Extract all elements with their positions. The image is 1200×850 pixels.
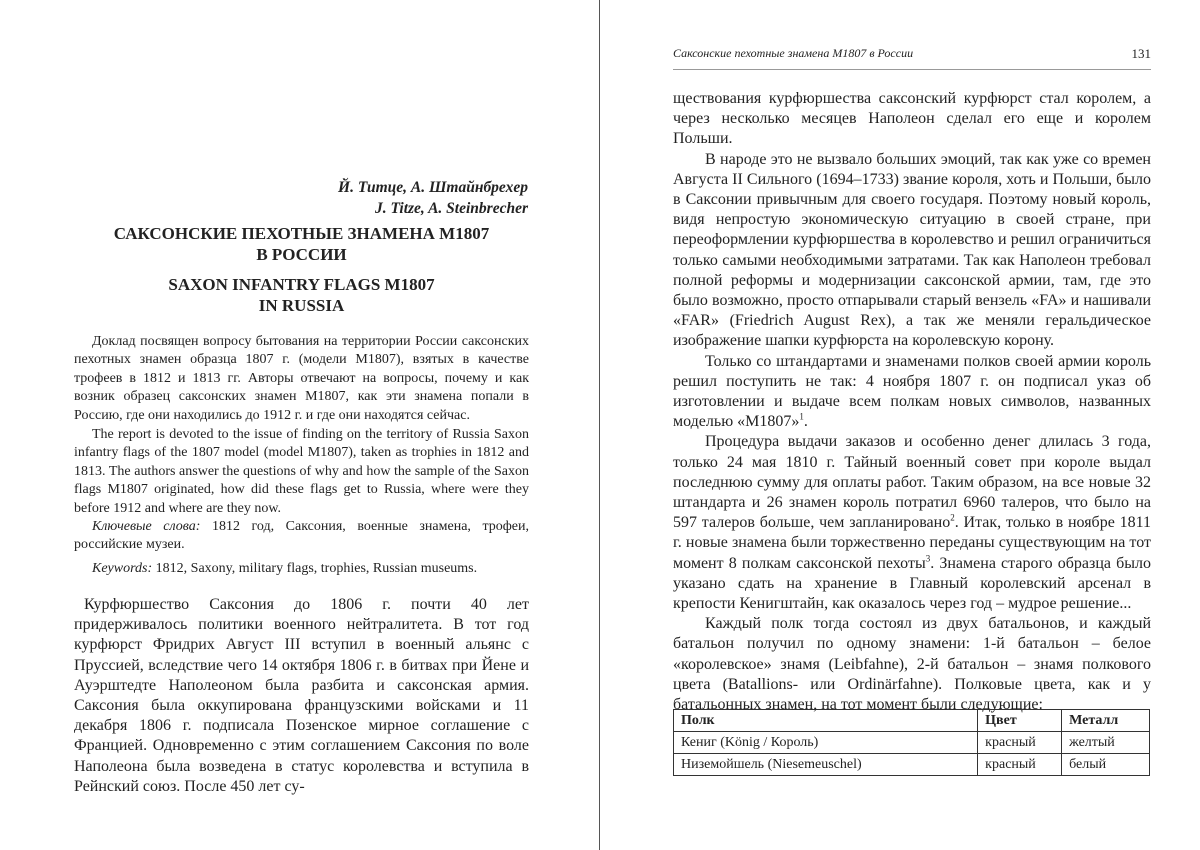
body-paragraph	[673, 432, 1151, 614]
right-body	[673, 89, 1151, 715]
keywords-ru	[74, 518, 529, 555]
left-page	[0, 0, 599, 850]
para4-text-a: Процедура выдачи заказов и особенно денег длилась 3 года, только 24 мая 1810 г. Тайный военный совет при короле выдал последнюю сумму для оплаты работ. Таким образом, на все новые 32 штандарта и 26 знамен король потратил 6960 талеров, что было на 597 талеров больше, чем запланировано	[673, 433, 1151, 532]
para4-text-c: . Знамена старого образца было указано сдать на хранение в Главный королевский арсенал в крепости Кенигштайн, как оказалось через год – мудрое решение...	[673, 554, 1151, 613]
page-number: 131	[1131, 46, 1151, 61]
running-head	[673, 46, 1151, 70]
body-paragraph: Каждый полк тогда состоял из двух батальонов, и каждый батальон получил по одному знамени: 1-й батальон – белое «королевское» знамя (Leibfahne), 2-й батальон – знамя полкового цвета (Batallions- или Ordinärfahne). Полковые цвета, как и у батальонных знамен, на тот момент были следующие:	[673, 615, 1151, 714]
keywords-ru-text: 1812 год, Саксония, военные знамена, трофеи, российские музеи.	[74, 519, 530, 553]
para3-text: Только со штандартами и знаменами полков своей армии король решил поступить не так: 4 ноября 1807 г. он подписал указ об изготовлении и выдаче всем полкам новых символов, названных моделью «М1807»	[673, 352, 1151, 431]
regiment-colors-table	[673, 709, 1150, 776]
table-cell: желтый	[1062, 732, 1150, 754]
table-cell: белый	[1062, 754, 1150, 776]
col-header-regiment: Полк	[674, 710, 978, 732]
body-paragraph: ществования курфюршества саксонский курфюрст стал королем, а через несколько месяцев Наполеон сделал его еще и королем Польши.	[673, 90, 1151, 148]
table-row	[674, 732, 1150, 754]
table-header-row	[674, 710, 1150, 732]
keywords-ru-label: Ключевые слова:	[92, 519, 201, 534]
keywords-en-label: Keywords:	[92, 561, 153, 576]
col-header-color: Цвет	[978, 710, 1062, 732]
abstract-en	[74, 426, 529, 518]
table-cell: красный	[978, 732, 1062, 754]
table-cell: Низемойшель (Niesemeuschel)	[674, 754, 978, 776]
title-ru-line1: САКСОНСКИЕ ПЕХОТНЫЕ ЗНАМЕНА М1807	[113, 224, 490, 243]
col-header-metal: Металл	[1062, 710, 1150, 732]
body-paragraph: Курфюршество Саксония до 1806 г. почти 40 лет придерживалось политики военного нейтралитета. В тот год курфюрст Фридрих Август III вступил в военный альянс с Пруссией, вследствие чего 14 октября 1806 г. в битвах при Йене и Ауэрштедте Наполеоном была разбита и саксонская армия. Саксония была оккупирована французскими войсками и 11 декабря 1806 г. подписала Позенское мирное соглашение с Францией. Одновременно с этим соглашением Саксония по воле Наполеона была возведена в статус королевства и вступила в Рейнский союз. После 450 лет су-	[74, 596, 529, 795]
title-ru-line2: В РОССИИ	[256, 245, 347, 264]
keywords-en-text: 1812, Saxony, military flags, trophies, Russian museums.	[152, 561, 478, 576]
article-title-en	[74, 274, 529, 316]
authors	[338, 177, 528, 219]
body-paragraph: В народе это не вызвало больших эмоций, так как уже со времен Августа II Сильного (1694–1733) звание короля, хоть и Польши, было в Саксонии привычным для своего государя. Поэтому новый король, видя непростую экономическую ситуацию в своей стране, при переоформлении курфюршества в королевство и решил ограничиться только самыми необходимыми затратами. Так как Наполеон требовал полной реформы и модернизации саксонской армии, там, где это было возможно, просто отпарывали старый вензель «FA» и нашивали «FAR» (Friedrich August Rex), а так же меняли геральдическое изображение шапки курфюрста на королевскую корону.	[673, 150, 1151, 350]
running-head-title: Саксонские пехотные знамена М1807 в России	[673, 46, 914, 60]
abstract-en-text: The report is devoted to the issue of finding on the territory of Russia Saxon infantry flags of the 1807 model (model M1807), taken as trophies in 1812 and 1813. The authors answer the questions of why and how the sample of the Saxon flags M1807 originated, how did these flags get to Russia, where were they before 1912 and where are they now.	[74, 427, 529, 516]
authors-en: J. Titze, A. Steinbrecher	[375, 200, 528, 217]
keywords-en	[74, 560, 529, 578]
title-en-line2: IN RUSSIA	[258, 296, 345, 315]
footnote-ref: 3	[925, 553, 931, 564]
abstract-ru	[74, 333, 529, 425]
authors-ru: Й. Титце, А. Штайнбрехер	[338, 179, 528, 196]
title-en-line1: SAXON INFANTRY FLAGS M1807	[168, 275, 435, 294]
para4-text-b: . Итак, только в ноябре 1811 г. новые знамена были торжественно переданы существующим на тот момент 8 полкам саксонской пехоты	[673, 514, 1152, 572]
para3-end: .	[803, 413, 808, 431]
footnote-ref: 2	[950, 512, 955, 523]
article-title-ru	[74, 223, 529, 265]
right-page	[600, 0, 1200, 850]
table-row	[674, 754, 1150, 776]
footnote-ref: 1	[799, 411, 804, 422]
abstract-ru-text: Доклад посвящен вопросу бытования на территории России саксонских пехотных знамен образца 1807 г. (модели М1807), взятых в качестве трофеев в 1812 и 1813 гг. Авторы отвечают на вопросы, почему и как возник образец саксонских знамен М1807, как эти знамена попали в Россию, где они находились до 1912 г. и где они находятся сейчас.	[74, 334, 529, 423]
table-cell: Кениг (König / Король)	[674, 732, 978, 754]
table-cell: красный	[978, 754, 1062, 776]
body-paragraph	[673, 352, 1151, 433]
